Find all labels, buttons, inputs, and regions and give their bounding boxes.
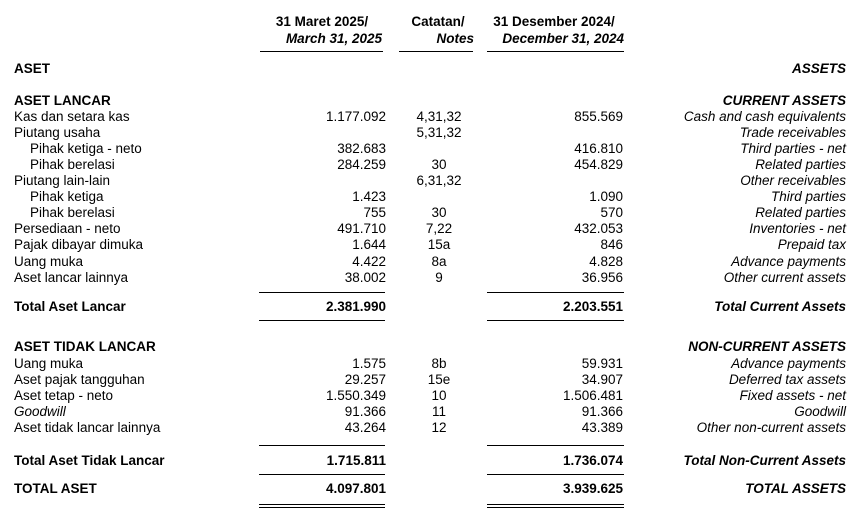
- row-label-en: Total Current Assets: [714, 299, 846, 314]
- row-value-2025: 38.002: [344, 270, 386, 285]
- row-label: Total Aset Tidak Lancar: [14, 453, 165, 468]
- row-value-2025: 1.550.349: [325, 388, 386, 403]
- row-value-2025: 1.177.092: [325, 109, 386, 124]
- row-label-en: Third parties - net: [740, 141, 846, 156]
- row-value-2025: 43.264: [344, 420, 386, 435]
- row-value-2025: 1.575: [352, 356, 386, 371]
- double-line-col2-b: [487, 507, 624, 508]
- row-value-2024: 416.810: [574, 141, 623, 156]
- row-label-en: Cash and cash equivalents: [683, 109, 846, 124]
- table-row: [0, 254, 863, 270]
- row-note: 10: [431, 388, 447, 403]
- row-value-2024: 1.736.074: [562, 453, 623, 468]
- header-col2-en: December 31, 2024: [502, 31, 624, 46]
- table-row: [0, 420, 863, 436]
- row-label: Pihak berelasi: [30, 157, 115, 172]
- row-label-en: Advance payments: [731, 254, 846, 269]
- row-label-en: Goodwill: [794, 404, 846, 419]
- header-col1-id: 31 Maret 2025/: [275, 14, 369, 29]
- row-value-2024: 91.366: [581, 404, 623, 419]
- total-line-col1: [259, 320, 385, 321]
- table-row: [0, 270, 863, 286]
- total-line-col1: [259, 474, 385, 475]
- row-value-2024: 34.907: [581, 372, 623, 387]
- row-value-2025: 491.710: [337, 221, 386, 236]
- double-line-col2-a: [487, 504, 624, 505]
- header-col1: [262, 13, 382, 47]
- row-value-2024: 454.829: [574, 157, 623, 172]
- table-row: [0, 237, 863, 253]
- row-note: 6,31,32: [416, 173, 462, 188]
- row-value-2025: 2.381.990: [325, 299, 386, 314]
- row-value-2025: 755: [363, 205, 386, 220]
- row-label: ASET: [14, 61, 51, 76]
- total-assets-row: [0, 481, 863, 497]
- row-note: 8b: [431, 356, 447, 371]
- subtotal-line-col1: [259, 445, 385, 446]
- row-note: 30: [431, 205, 447, 220]
- row-note: 5,31,32: [416, 125, 462, 140]
- row-value-2024: 846: [600, 237, 623, 252]
- row-label: Aset lancar lainnya: [14, 270, 129, 285]
- row-label-en: Inventories - net: [749, 221, 846, 236]
- row-label-en: Total Non-Current Assets: [683, 453, 846, 468]
- row-value-2025: 4.422: [352, 254, 386, 269]
- row-value-2024: 4.828: [589, 254, 623, 269]
- row-value-2025: 1.715.811: [326, 453, 386, 468]
- row-label: TOTAL ASET: [14, 481, 97, 496]
- row-label: ASET TIDAK LANCAR: [14, 339, 156, 354]
- header-col2-underline: [487, 51, 624, 52]
- table-row: [0, 125, 863, 141]
- row-label: Uang muka: [14, 356, 84, 371]
- row-value-2024: 1.090: [589, 189, 623, 204]
- row-label-en: ASSETS: [791, 61, 846, 76]
- subtotal-line-col2: [487, 292, 624, 293]
- header-notes: [402, 13, 474, 47]
- row-label: Piutang usaha: [14, 125, 101, 140]
- table-row: [0, 404, 863, 420]
- row-label-en: Third parties: [770, 189, 846, 204]
- row-label-en: Advance payments: [731, 356, 846, 371]
- row-note: 30: [431, 157, 447, 172]
- row-label: Piutang lain-lain: [14, 173, 111, 188]
- table-row: [0, 205, 863, 221]
- row-value-2025: 284.259: [337, 157, 386, 172]
- row-label: Pajak dibayar dimuka: [14, 237, 144, 252]
- row-label: ASET LANCAR: [14, 93, 111, 108]
- row-label: Pihak ketiga: [30, 189, 104, 204]
- section-assets-row: [0, 61, 863, 77]
- header-notes-en: Notes: [436, 31, 474, 46]
- header-col1-en: March 31, 2025: [285, 31, 382, 46]
- row-label: Aset tetap - neto: [14, 388, 114, 403]
- row-value-2024: 1.506.481: [562, 388, 623, 403]
- header-col1-underline: [260, 51, 383, 52]
- row-label: Uang muka: [14, 254, 84, 269]
- row-label: Kas dan setara kas: [14, 109, 130, 124]
- row-value-2024: 3.939.625: [562, 481, 623, 496]
- table-row: [0, 372, 863, 388]
- row-value-2025: 1.423: [352, 189, 386, 204]
- table-row: [0, 173, 863, 189]
- table-row: [0, 189, 863, 205]
- row-value-2024: 2.203.551: [562, 299, 623, 314]
- row-value-2024: 43.389: [581, 420, 623, 435]
- row-value-2025: 91.366: [344, 404, 386, 419]
- row-label-en: NON-CURRENT ASSETS: [688, 339, 846, 354]
- table-row: [0, 157, 863, 173]
- subtotal-line-col2: [487, 445, 624, 446]
- row-value-2024: 570: [600, 205, 623, 220]
- header-notes-underline: [399, 51, 473, 52]
- row-label: Pihak berelasi: [30, 205, 115, 220]
- row-value-2024: 36.956: [581, 270, 623, 285]
- total-line-col2: [487, 474, 624, 475]
- row-value-2024: 59.931: [581, 356, 623, 371]
- section-non-current-assets-row: [0, 339, 863, 355]
- section-current-assets-row: [0, 93, 863, 109]
- double-line-col1-a: [259, 504, 385, 505]
- row-label: Pihak ketiga - neto: [30, 141, 142, 156]
- total-line-col2: [487, 320, 624, 321]
- row-label-en: Related parties: [755, 205, 846, 220]
- row-note: 8a: [431, 254, 447, 269]
- row-label: Persediaan - neto: [14, 221, 121, 236]
- row-note: 15e: [427, 372, 451, 387]
- row-value-2024: 855.569: [574, 109, 623, 124]
- row-note: 4,31,32: [416, 109, 462, 124]
- row-label-en: Trade receivables: [739, 125, 846, 140]
- row-label-en: Other non-current assets: [696, 420, 846, 435]
- row-note: 11: [431, 404, 446, 419]
- table-row: [0, 109, 863, 125]
- row-value-2025: 1.644: [352, 237, 386, 252]
- row-label: Aset tidak lancar lainnya: [14, 420, 161, 435]
- row-value-2025: 382.683: [337, 141, 386, 156]
- row-value-2024: 432.053: [574, 221, 623, 236]
- row-label-en: TOTAL ASSETS: [745, 481, 846, 496]
- total-non-current-assets-row: [0, 453, 863, 469]
- header-notes-id: Catatan/: [411, 14, 465, 29]
- row-label-en: Other receivables: [740, 173, 846, 188]
- row-label-en: CURRENT ASSETS: [722, 93, 846, 108]
- row-note: 15a: [427, 237, 451, 252]
- table-row: [0, 141, 863, 157]
- header-col2: [484, 13, 624, 47]
- row-label-en: Related parties: [755, 157, 846, 172]
- total-current-assets-row: [0, 299, 863, 315]
- row-label-en: Deferred tax assets: [728, 372, 846, 387]
- row-label-en: Prepaid tax: [777, 237, 846, 252]
- row-value-2025: 4.097.801: [325, 481, 386, 496]
- row-note: 9: [435, 270, 443, 285]
- row-value-2025: 29.257: [344, 372, 386, 387]
- header-col2-id: 31 Desember 2024/: [493, 14, 615, 29]
- subtotal-line-col1: [259, 292, 385, 293]
- row-note: 7,22: [425, 221, 453, 236]
- double-line-col1-b: [259, 507, 385, 508]
- row-label: Goodwill: [14, 404, 66, 419]
- row-label: Total Aset Lancar: [14, 299, 126, 314]
- table-row: [0, 221, 863, 237]
- row-note: 12: [431, 420, 447, 435]
- table-row: [0, 356, 863, 372]
- row-label-en: Fixed assets - net: [739, 388, 846, 403]
- table-row: [0, 388, 863, 404]
- row-label: Aset pajak tangguhan: [14, 372, 145, 387]
- row-label-en: Other current assets: [723, 270, 846, 285]
